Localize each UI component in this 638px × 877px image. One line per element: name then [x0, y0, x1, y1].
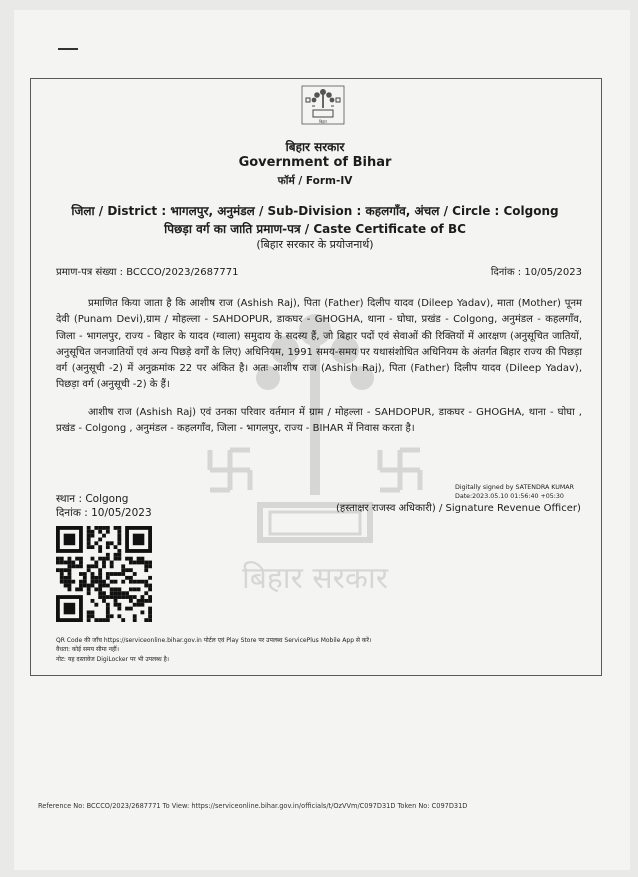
- govt-hindi: बिहार सरकार: [285, 140, 345, 154]
- qr-code[interactable]: [56, 526, 152, 622]
- digital-signature-date: Date:2023.05.10 01:56:40 +05:30: [455, 493, 564, 500]
- watermark-text: बिहार सरकार: [241, 561, 389, 596]
- emblem-label: बिहार: [318, 119, 328, 124]
- reference-footer: Reference No: BCCCO/2023/2687771 To View: https://serviceonline.bihar.gov.in/officials/t/OzVVm/C097D31D Token No: C097D31D: [38, 802, 468, 810]
- certificate-title: पिछड़ा वर्ग का जाति प्रमाण-पत्र / Caste Certificate of BC: [164, 222, 466, 236]
- residence-paragraph: आशीष राज (Ashish Raj) एवं उनका परिवार वर्तमान में ग्राम / मोहल्ला - SAHDOPUR, डाकघर - GHOGHA, थाना - घोघा , प्रखंड - Colgong , अनुमंडल - कहलगाँव, जिला - भागलपुर, राज्य - BIHAR में निवास करता है।: [56, 407, 582, 435]
- validity-note: वैधता: कोई समय सीमा नहीं।: [56, 646, 119, 653]
- scan-mark: [58, 48, 78, 50]
- form-name: फॉर्म / Form-IV: [277, 175, 353, 187]
- certificate-date: दिनांक : 10/05/2023: [490, 267, 582, 278]
- digital-signature: [455, 483, 574, 501]
- issue-date-label: दिनांक : 10/05/2023: [56, 507, 152, 519]
- certificate-number: प्रमाण-पत्र संख्या : BCCCO/2023/2687771: [56, 267, 239, 278]
- place-label: स्थान : Colgong: [56, 493, 129, 505]
- digilocker-note: नोट: यह दस्तावेज DigiLocker पर भी उपलब्ध है।: [56, 656, 170, 663]
- signature-officer-label: (हस्ताक्षर राजस्व अधिकारी) / Signature Revenue Officer): [336, 503, 581, 514]
- bihar-emblem-icon: [301, 84, 345, 126]
- qr-verify-note: QR Code की जाँच https://serviceonline.bihar.gov.in पोर्टल एवं Play Store पर उपलब्ध ServicePlus Mobile App से करें।: [56, 637, 372, 644]
- location-line: जिला / District : भागलपुर, अनुमंडल / Sub-Division : कहलगाँव, अंचल / Circle : Colgong: [71, 204, 559, 218]
- digital-signature-signer: Digitally signed by SATENDRA KUMAR: [455, 484, 574, 491]
- certificate-body-paragraph: प्रमाणित किया जाता है कि आशीष राज (Ashish Raj), पिता (Father) दिलीप यादव (Dileep Yadav), माता (Mother) पूनम देवी (Punam Devi),ग्राम / मोहल्ला - SAHDOPUR, डाकघर - GHOGHA, थाना - घोघा, प्रखंड - Colgong, अनुमंडल - कहलगाँव, जिला - भागलपुर, राज्य - बिहार के यादव (ग्वाला) समुदाय के सदस्य हैं, जो बिहार पदों एवं सेवाओं की रिक्तियों में आरक्षण (अनुसूचित जातियों, अनुसूचित जनजातियों एवं अन्य पिछड़े वर्गों के लिए) अधिनियम, 1991 समय-समय पर यथासंशोधित अधिनियम के अंतर्गत बिहार राज्य की पिछड़ा वर्ग (अनुसूची -2) में अनुक्रमांक 22 पर अंकित है। अतः आशीष राज (Ashish Raj), पिता (Father) दिलीप यादव (Dileep Yadav), पिछड़ा वर्ग (अनुसूची -2) के हैं।: [56, 298, 582, 391]
- purpose-line: (बिहार सरकार के प्रयोजनार्थ): [256, 238, 374, 251]
- govt-english: Government of Bihar: [238, 155, 392, 170]
